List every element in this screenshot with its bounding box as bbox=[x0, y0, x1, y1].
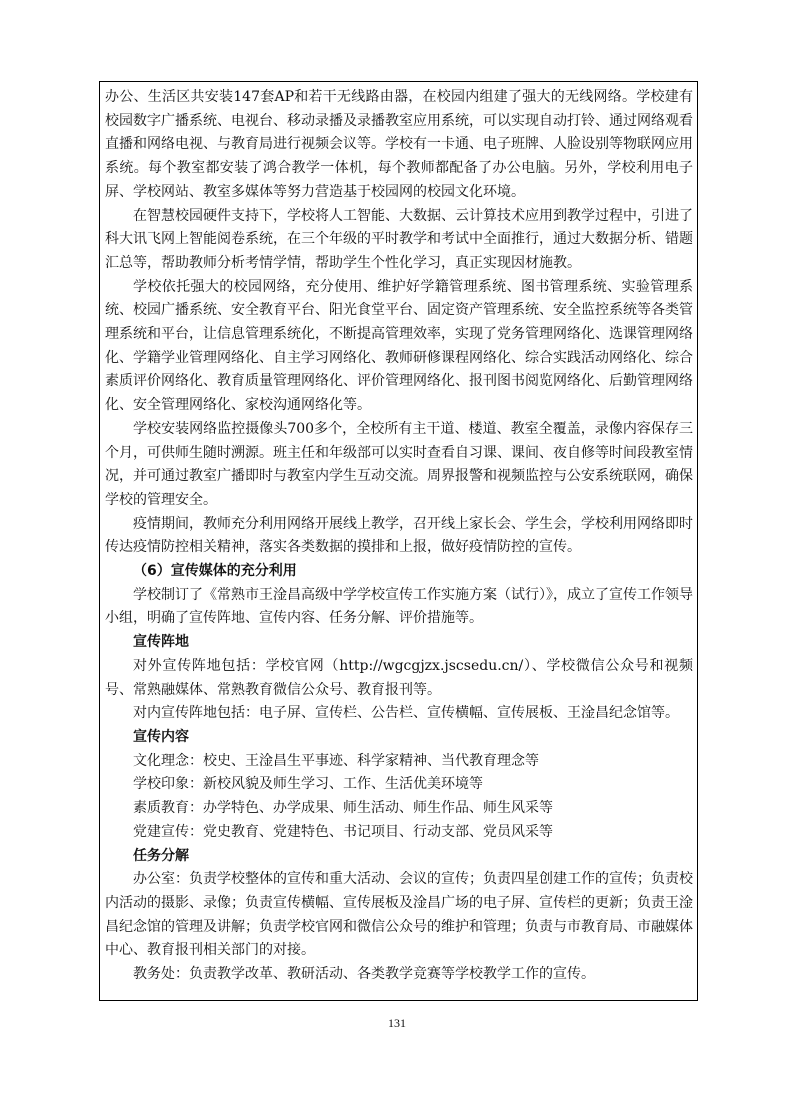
paragraph-publicity-plan: 学校制订了《常熟市王淦昌高级中学学校宣传工作实施方案（试行）》，成立了宣传工作领导小组，明确了宣传阵地、宣传内容、任务分解、评价措施等。 bbox=[105, 586, 693, 627]
paragraph-monitoring: 学校安装网络监控摄像头700多个，全校所有主干道、楼道、教室全覆盖，录像内容保存三个月，可供师生随时溯源。班主任和年级部可以实时查看自习课、课间、夜自修等时间段教室情况，并可通过教室广播即时与教室内学生互动交流。周界报警和视频监控与公安系统联网，确保学校的管理安全。 bbox=[105, 420, 693, 508]
paragraph-network-infrastructure: 办公、生活区共安装147套AP和若干无线路由器，在校园内组建了强大的无线网络。学校建有校园数字广播系统、电视台、移动录播及录播教室应用系统，可以实现自动打铃、通过网络观看直播和网络电视、与教育局进行视频会议等。学校有一卡通、电子班牌、人脸设别等物联网应用系统。每个教室都安装了鸿合教学一体机，每个教师都配备了办公电脑。另外，学校利用电子屏、学校网站、教室多媒体等努力营造基于校园网的校园文化环境。 bbox=[105, 89, 693, 200]
paragraph-epidemic: 疫情期间，教师充分利用网络开展线上教学，召开线上家长会、学生会，学校利用网络即时传达疫情防控相关精神，落实各类数据的摸排和上报，做好疫情防控的宣传。 bbox=[105, 515, 693, 556]
paragraph-party-building: 党建宣传：党史教育、党建特色、书记项目、行动支部、党员风采等 bbox=[133, 823, 553, 840]
paragraph-management-systems: 学校依托强大的校园网络，充分使用、维护好学籍管理系统、图书管理系统、实验管理系统、校园广播系统、安全教育平台、阳光食堂平台、固定资产管理系统、安全监控系统等各类管理系统和平台，让信息管理系统化，不断提高管理效率，实现了党务管理网络化、选课管理网络化、学籍学业管理网络化、自主学习网络化、教师研修课程网络化、综合实践活动网络化、综合素质评价网络化、教育质量管理网络化、评价管理网络化、报刊图书阅览网络化、后勤管理网络化、安全管理网络化、家校沟通网络化等。 bbox=[105, 278, 693, 414]
heading-publicity-content: 宣传内容 bbox=[133, 728, 189, 745]
heading-publicity-positions: 宣传阵地 bbox=[133, 634, 189, 651]
paragraph-smart-campus: 在智慧校园硬件支持下，学校将人工智能、大数据、云计算技术应用到教学过程中，引进了科大讯飞网上智能阅卷系统，在三个年级的平时教学和考试中全面推行，通过大数据分析、错题汇总等，帮助教师分析考情学情，帮助学生个性化学习，真正实现因材施教。 bbox=[105, 207, 693, 271]
content-frame bbox=[99, 81, 698, 1001]
paragraph-school-impression: 学校印象：新校风貌及师生学习、工作、生活优美环境等 bbox=[133, 776, 483, 793]
paragraph-quality-education: 素质教育：办学特色、办学成果、师生活动、师生作品、师生风采等 bbox=[133, 800, 553, 817]
heading-media-utilization: （6）宣传媒体的充分利用 bbox=[133, 563, 297, 580]
paragraph-academic-affairs-duties: 教务处：负责教学改革、教研活动、各类教学竞赛等学校教学工作的宣传。 bbox=[133, 966, 595, 983]
paragraph-external-positions: 对外宣传阵地包括：学校官网（http://wgcgjzx.jscsedu.cn/）、学校微信公众号和视频号、常熟融媒体、常熟教育微信公众号、教育报刊等。 bbox=[105, 657, 693, 698]
paragraph-office-duties: 办公室：负责学校整体的宣传和重大活动、会议的宣传；负责四星创建工作的宣传；负责校内活动的摄影、录像；负责宣传横幅、宣传展板及淦昌广场的电子屏、宣传栏的更新；负责王淦昌纪念馆的管理及讲解；负责学校官网和微信公众号的维护和管理；负责与市教育局、市融媒体中心、教育报刊相关部门的对接。 bbox=[105, 871, 693, 959]
page-number: 131 bbox=[388, 1016, 406, 1030]
paragraph-culture: 文化理念：校史、王淦昌生平事迹、科学家精神、当代教育理念等 bbox=[133, 752, 539, 769]
heading-task-division: 任务分解 bbox=[133, 847, 189, 864]
paragraph-internal-positions: 对内宣传阵地包括：电子屏、宣传栏、公告栏、宣传横幅、宣传展板、王淦昌纪念馆等。 bbox=[133, 705, 679, 722]
